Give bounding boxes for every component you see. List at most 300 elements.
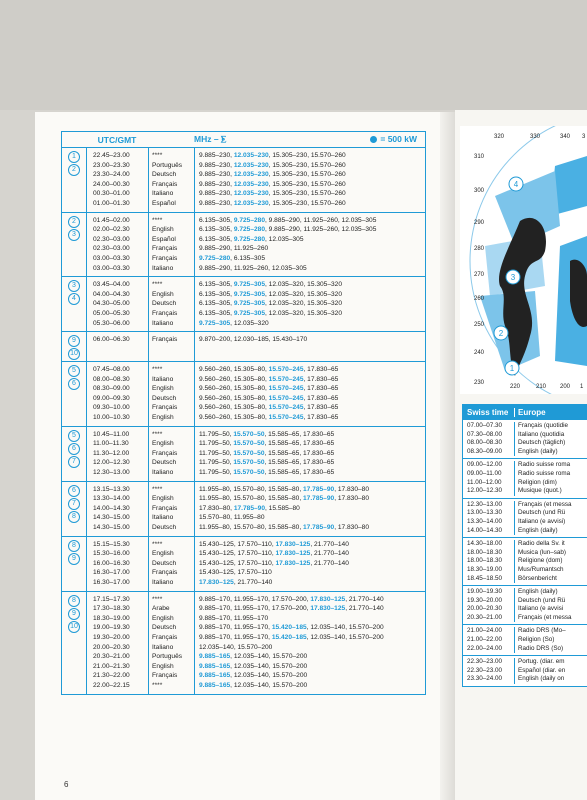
power-legend-label: = 500 kW	[380, 134, 417, 144]
high-power-frequency: 15.570–50	[233, 440, 265, 448]
time-cell: 02.00–02.30	[93, 226, 130, 234]
target-zone-markers	[62, 148, 87, 212]
frequency-text: , 9.885–290, 11.925–260, 12.035–305	[265, 216, 377, 224]
language-cell: Italiano	[152, 319, 174, 327]
high-power-frequency: 17.830–125	[275, 540, 311, 548]
time-cell: 16.30–17.00	[93, 578, 130, 586]
time-cell: 07.45–08.00	[93, 366, 130, 374]
map-degree-label: 320	[494, 134, 505, 140]
frequency-text: 9.885–170, 11.955–170, 17.570–200,	[199, 595, 311, 603]
time-column	[87, 362, 149, 426]
frequency-text: 9.885–230,	[199, 199, 234, 207]
language-column	[149, 537, 195, 591]
frequency-text: , 15.305–230, 15.570–260	[268, 152, 346, 159]
map-degree-label: 300	[474, 188, 485, 194]
swiss-time-cell: 18.00–18.30	[467, 557, 503, 565]
time-cell: 23.30–24.00	[93, 171, 130, 179]
time-cell: 14.30–15.00	[93, 524, 130, 531]
time-cell: 23.00–23.30	[93, 161, 130, 169]
target-zone-markers	[62, 332, 87, 361]
frequency-cell	[199, 485, 425, 495]
swiss-time-cell: 12.30–13.00	[467, 500, 503, 508]
frequency-text: 6.135–305,	[199, 216, 234, 224]
target-zone-number: 10	[68, 348, 80, 360]
target-zone-markers	[62, 427, 87, 481]
time-cell: 10.45–11.00	[93, 430, 130, 438]
frequency-column	[195, 427, 425, 481]
program-cell: English (daily)	[518, 588, 558, 596]
program-column	[515, 540, 587, 583]
frequency-cell	[199, 244, 425, 254]
high-power-frequency: 12.035–230	[233, 152, 269, 159]
frequency-column	[195, 277, 425, 331]
frequency-cell	[199, 449, 425, 459]
program-column	[515, 627, 587, 653]
language-column	[149, 332, 195, 361]
target-zone-number: 2	[68, 216, 80, 228]
high-power-frequency: 9.885–165	[199, 662, 231, 670]
map-degree-label: 310	[474, 154, 485, 160]
time-cell: 09.00–09.30	[93, 394, 130, 402]
schedule-group	[62, 592, 425, 694]
high-power-frequency: 9.885–165	[199, 672, 231, 680]
frequency-text: 9.560–260, 15.305–80,	[199, 375, 269, 383]
time-cell: 12.30–13.00	[93, 469, 130, 477]
frequency-cell	[199, 403, 425, 413]
freq-header-label: MHz – ⨊	[194, 134, 227, 144]
time-cell: 03.00–03.30	[93, 264, 130, 272]
time-cell: 15.15–15.30	[93, 540, 130, 548]
time-cell: 14.00–14.30	[93, 504, 130, 512]
language-cell: Italiano	[152, 514, 174, 522]
language-column	[149, 427, 195, 481]
time-cell: 13.30–14.00	[93, 495, 130, 503]
frequency-text: , 15.585–65, 17.830–65	[264, 430, 335, 438]
swiss-time-cell: 21.00–24.00	[467, 627, 503, 635]
high-power-frequency: 9.885–165	[199, 653, 231, 661]
swiss-time-group	[463, 419, 587, 458]
frequency-text: , 17.830–65	[303, 394, 339, 402]
time-cell: 17.30–18.30	[93, 605, 130, 613]
language-cell: Italiano	[152, 643, 174, 651]
frequency-cell	[199, 614, 425, 624]
language-cell: Italiano	[152, 578, 174, 586]
schedule-group	[62, 362, 425, 427]
swiss-time-body	[463, 419, 587, 686]
frequency-cell	[199, 299, 425, 309]
language-cell: Français	[152, 245, 178, 253]
program-cell: Mus/Rumantsch	[518, 565, 564, 573]
language-cell: Français	[152, 633, 178, 641]
target-zone-number: 6	[68, 378, 80, 390]
language-cell: ****	[152, 216, 163, 224]
frequency-text: , 12.035–320, 15.305–320	[265, 309, 343, 317]
high-power-frequency: 17.830–125	[275, 559, 311, 567]
language-cell: Français	[152, 309, 178, 317]
frequency-text: , 21.770–140	[233, 578, 273, 586]
frequency-text: 9.885–230,	[199, 161, 234, 169]
target-zone-number: 5	[68, 365, 80, 377]
frequency-cell	[199, 578, 425, 588]
swiss-time-cell: 22.30–23.00	[467, 666, 503, 674]
language-column	[149, 213, 195, 277]
page-number: 6	[64, 780, 69, 789]
schedule-group	[62, 332, 425, 362]
frequency-cell	[199, 494, 425, 504]
time-column	[87, 427, 149, 481]
map-degree-label: 260	[474, 296, 485, 302]
frequency-text: , 12.035–320, 15.305–320	[265, 300, 343, 308]
frequency-cell	[199, 199, 425, 209]
frequency-text: 6.135–305,	[199, 281, 234, 289]
frequency-text: , 12.035–140, 15.570–200	[306, 624, 384, 632]
frequency-text: 9.560–260, 15.305–80,	[199, 385, 269, 393]
language-cell: ****	[152, 681, 163, 689]
time-cell: 02.30–03.00	[93, 245, 130, 253]
language-cell: English	[152, 414, 174, 422]
swiss-time-cell: 07.00–07.30	[467, 422, 503, 429]
frequency-text: , 12.035–140, 15.570–200	[230, 672, 308, 680]
frequency-cell	[199, 413, 425, 423]
frequency-text: , 17.830–65	[303, 375, 339, 383]
swiss-time-cell: 21.00–22.00	[467, 636, 503, 644]
language-cell: Arabe	[152, 605, 170, 613]
target-zone-number: 1	[68, 151, 80, 163]
language-column	[149, 148, 195, 212]
schedule-group	[62, 427, 425, 482]
frequency-text: , 17.830–65	[303, 385, 339, 393]
page-shadow	[0, 0, 587, 110]
program-cell: Musica (lun–sab)	[518, 548, 566, 556]
swiss-time-cell: 18.45–18.50	[467, 574, 503, 582]
language-cell: Français	[152, 254, 178, 262]
time-column	[87, 482, 149, 536]
time-cell: 15.30–16.00	[93, 550, 130, 558]
time-column	[87, 277, 149, 331]
swiss-time-cell: 12.00–12.30	[467, 487, 503, 495]
swiss-time-cell: 08.00–08.30	[467, 439, 503, 447]
frequency-text: 9.870–200, 12.030–185, 15.430–170	[199, 336, 308, 344]
target-zone-number: 5	[68, 430, 80, 442]
swiss-time-header-time: Swiss time	[463, 408, 515, 417]
target-zone-markers	[62, 592, 87, 694]
map-degree-label: 3	[582, 134, 586, 140]
swiss-time-cell: 18.30–19.00	[467, 565, 503, 573]
frequency-text: , 17.830–65	[303, 404, 339, 412]
language-cell: Deutsch	[152, 559, 177, 567]
map-degree-label: 1	[580, 384, 584, 390]
frequency-text: , 9.885–290, 11.925–260, 12.035–305	[265, 226, 377, 234]
frequency-text: , 21.770–140	[345, 605, 384, 613]
frequency-text: 11.795–50,	[199, 469, 234, 477]
frequency-cell	[199, 559, 425, 569]
time-cell: 22.00–22.15	[93, 681, 130, 689]
time-cell: 11.30–12.00	[93, 449, 130, 457]
frequency-cell	[199, 549, 425, 559]
time-cell: 12.00–12.30	[93, 459, 130, 467]
frequency-cell	[199, 458, 425, 468]
swiss-time-column	[463, 540, 515, 583]
language-cell: ****	[152, 430, 163, 438]
frequency-text: , 12.035–320, 15.305–320	[265, 281, 343, 289]
frequency-text: 6.135–305,	[199, 290, 234, 298]
swiss-time-group	[463, 585, 587, 624]
language-cell: Français	[152, 569, 178, 577]
swiss-time-cell: 19.00–19.30	[467, 588, 503, 596]
swiss-time-header-region: Europe	[518, 407, 546, 417]
world-map	[460, 126, 587, 394]
frequency-cell	[199, 319, 425, 329]
frequency-text: , 21.770–140	[310, 559, 349, 567]
frequency-cell	[199, 216, 425, 226]
target-zone-number: 6	[68, 443, 80, 455]
map-graphic	[460, 126, 587, 394]
swiss-time-cell: 13.00–13.30	[467, 509, 503, 517]
swiss-time-group	[463, 537, 587, 585]
high-power-frequency: 15.570–245	[268, 414, 304, 422]
swiss-time-column	[463, 588, 515, 622]
frequency-text: , 17.830–80	[334, 524, 370, 531]
frequency-text: 9.560–260, 15.305–80,	[199, 414, 269, 422]
schedule-group	[62, 537, 425, 592]
frequency-text: 11.795–50,	[199, 440, 234, 448]
target-zone-number: 8	[68, 540, 80, 552]
frequency-text: 9.885–230,	[199, 180, 234, 188]
high-power-frequency: 17.785–90	[303, 485, 335, 493]
high-power-frequency: 9.885–165	[199, 681, 231, 689]
language-cell: ****	[152, 152, 163, 159]
swiss-time-cell: 22.00–24.00	[467, 644, 503, 652]
high-power-frequency: 9.725–305	[233, 281, 266, 289]
language-column	[149, 277, 195, 331]
swiss-time-cell: 14.00–14.30	[467, 526, 503, 534]
language-cell: English	[152, 550, 174, 558]
frequency-text: 11.795–50,	[199, 449, 234, 457]
target-zone-number: 9	[68, 335, 80, 347]
swiss-time-cell: 13.30–14.00	[467, 517, 503, 525]
program-cell: English (daily)	[518, 447, 558, 455]
frequency-text: 15.430–125, 17.570–110,	[199, 550, 276, 558]
frequency-cell	[199, 633, 425, 643]
program-column	[515, 422, 587, 456]
time-cell: 22.45–23.00	[93, 152, 130, 159]
language-cell: Français	[152, 504, 178, 512]
frequency-text: 9.885–230,	[199, 171, 234, 179]
map-degree-label: 220	[510, 384, 521, 390]
language-cell: Deutsch	[152, 459, 177, 467]
program-cell: English (daily on	[518, 675, 565, 683]
program-cell: Börsenbericht	[518, 574, 557, 582]
high-power-frequency: 17.830–125	[275, 550, 311, 558]
frequency-text: , 21.770–140	[310, 540, 349, 548]
frequency-text: 11.795–50,	[199, 430, 234, 438]
frequency-column	[195, 537, 425, 591]
high-power-frequency: 17.785–90	[303, 495, 335, 503]
program-column	[515, 658, 587, 684]
frequency-cell	[199, 365, 425, 375]
target-zone-number: 8	[68, 595, 80, 607]
filled-dot-icon	[370, 136, 377, 143]
frequency-cell	[199, 643, 425, 653]
language-cell: English	[152, 662, 174, 670]
frequency-text: 15.430–125, 17.570–110	[199, 569, 272, 577]
frequency-column	[195, 482, 425, 536]
high-power-frequency: 17.830–125	[310, 605, 346, 613]
frequency-text: , 6.135–305	[230, 254, 266, 262]
swiss-time-cell: 07.30–08.00	[467, 430, 503, 438]
swiss-time-cell: 20.30–21.00	[467, 613, 503, 621]
swiss-time-column	[463, 422, 515, 456]
frequency-text: , 12.035–140, 15.570–200	[306, 633, 384, 641]
frequency-text: , 15.585–65, 17.830–65	[264, 469, 335, 477]
swiss-time-cell: 14.30–18.00	[467, 540, 503, 548]
time-cell: 21.00–21.30	[93, 662, 130, 670]
schedule-group	[62, 148, 425, 213]
freq-header	[194, 134, 425, 145]
language-cell: ****	[152, 595, 163, 603]
time-cell: 04.30–05.00	[93, 300, 130, 308]
frequency-cell	[199, 568, 425, 578]
frequency-text: 6.135–305,	[199, 226, 234, 234]
time-column	[87, 213, 149, 277]
language-cell: Italiano	[152, 375, 174, 383]
frequency-text: , 12.035–320, 15.305–320	[265, 290, 343, 298]
language-cell: ****	[152, 485, 163, 493]
frequency-text: 9.560–260, 15.305–80,	[199, 404, 269, 412]
high-power-frequency: 15.570–245	[268, 375, 304, 383]
high-power-frequency: 15.420–185	[271, 633, 307, 641]
frequency-text: , 15.305–230, 15.570–260	[268, 190, 346, 198]
high-power-frequency: 9.725–305	[233, 309, 266, 317]
swiss-time-cell: 19.30–20.00	[467, 596, 503, 604]
map-degree-label: 200	[560, 384, 571, 390]
language-cell: Français	[152, 672, 178, 680]
high-power-frequency: 9.725–305	[233, 290, 266, 298]
high-power-frequency: 12.035–230	[233, 180, 269, 188]
frequency-cell	[199, 681, 425, 691]
swiss-time-table	[462, 404, 587, 687]
language-column	[149, 362, 195, 426]
frequency-cell	[199, 652, 425, 662]
target-zone-number: 3	[68, 280, 80, 292]
target-zone-markers	[62, 213, 87, 277]
frequency-text: 6.135–305,	[199, 309, 234, 317]
swiss-time-column	[463, 627, 515, 653]
frequency-text: 6.135–305,	[199, 235, 234, 243]
program-column	[515, 588, 587, 622]
time-cell: 09.30–10.00	[93, 404, 130, 412]
frequency-cell	[199, 335, 425, 345]
time-cell: 19.00–19.30	[93, 624, 130, 632]
frequency-column	[195, 362, 425, 426]
frequency-text: 11.795–50,	[199, 459, 234, 467]
high-power-frequency: 9.725–305	[199, 319, 231, 327]
time-cell: 13.15–13.30	[93, 485, 130, 493]
high-power-frequency: 15.570–245	[268, 394, 304, 402]
language-column	[149, 482, 195, 536]
target-marker-label: 3	[510, 273, 516, 282]
frequency-cell	[199, 394, 425, 404]
high-power-frequency: 15.420–185	[271, 624, 307, 632]
frequency-cell	[199, 504, 425, 514]
frequency-text: 11.955–80, 15.570–80, 15.585–80,	[199, 495, 304, 503]
frequency-column	[195, 148, 425, 212]
frequency-text: 9.560–260, 15.305–80,	[199, 394, 269, 402]
program-cell: Italiano (e avvisi	[518, 605, 564, 613]
swiss-time-group	[463, 655, 587, 686]
time-cell: 01.00–01.30	[93, 199, 130, 207]
swiss-time-column	[463, 461, 515, 495]
frequency-text: 12.035–140, 15.570–200	[199, 643, 273, 651]
frequency-cell	[199, 662, 425, 672]
frequency-text: 9.885–290, 11.925–260	[199, 245, 269, 253]
frequency-text: 9.885–170, 11.955–170,	[199, 633, 272, 641]
high-power-frequency: 15.570–50	[233, 430, 265, 438]
language-cell: Deutsch	[152, 624, 177, 632]
target-zone-number: 4	[68, 293, 80, 305]
target-zone-number: 6	[68, 485, 80, 497]
swiss-time-cell: 20.00–20.30	[467, 605, 503, 613]
program-cell: Religion (dim)	[518, 478, 557, 486]
frequency-text: , 12.035–140, 15.570–200	[230, 662, 308, 670]
schedule-group	[62, 277, 425, 332]
language-cell: Français	[152, 404, 178, 412]
time-cell: 21.30–22.00	[93, 672, 130, 680]
frequency-text: 11.955–80, 15.570–80, 15.585–80,	[199, 524, 304, 531]
frequency-cell	[199, 309, 425, 319]
swiss-time-column	[463, 658, 515, 684]
frequency-text: 9.560–260, 15.305–80,	[199, 366, 269, 374]
frequency-text: 15.430–125, 17.570–110,	[199, 540, 276, 548]
high-power-frequency: 17.830–125	[310, 595, 346, 603]
program-cell: Français (et messa	[518, 613, 572, 621]
high-power-frequency: 12.035–230	[233, 199, 269, 207]
target-zone-markers	[62, 362, 87, 426]
frequency-cell	[199, 151, 425, 161]
frequency-cell	[199, 225, 425, 235]
target-marker-label: 1	[509, 364, 515, 373]
language-cell: Italiano	[152, 469, 174, 477]
frequency-cell	[199, 671, 425, 681]
frequency-column	[195, 332, 425, 361]
frequency-cell	[199, 623, 425, 633]
swiss-time-cell: 23.30–24.00	[467, 675, 503, 683]
frequency-text: 9.885–230,	[199, 190, 234, 198]
time-cell: 05.30–06.00	[93, 319, 130, 327]
high-power-frequency: 15.570–50	[233, 449, 265, 457]
frequency-cell	[199, 290, 425, 300]
high-power-frequency: 9.725–305	[233, 300, 266, 308]
time-header: UTC/GMT	[97, 134, 137, 145]
language-cell: Deutsch	[152, 300, 177, 308]
frequency-text: 9.885–170, 11.955–170,	[199, 624, 272, 632]
frequency-cell	[199, 180, 425, 190]
time-cell: 01.45–02.00	[93, 216, 130, 224]
frequency-text: , 12.035–140, 15.570–200	[230, 681, 308, 689]
schedule-table	[61, 131, 426, 695]
frequency-text: , 12.035–305	[265, 235, 304, 243]
time-column	[87, 148, 149, 212]
time-column	[87, 592, 149, 694]
program-cell: Radio della Sv. it	[518, 540, 565, 548]
frequency-text: , 12.035–320	[230, 319, 269, 327]
target-zone-number: 8	[68, 511, 80, 523]
program-cell: Deutsch (täglich)	[518, 439, 566, 447]
language-cell: ****	[152, 366, 163, 374]
time-cell: 19.30–20.00	[93, 633, 130, 641]
high-power-frequency: 9.725–280	[199, 254, 231, 262]
frequency-column	[195, 592, 425, 694]
